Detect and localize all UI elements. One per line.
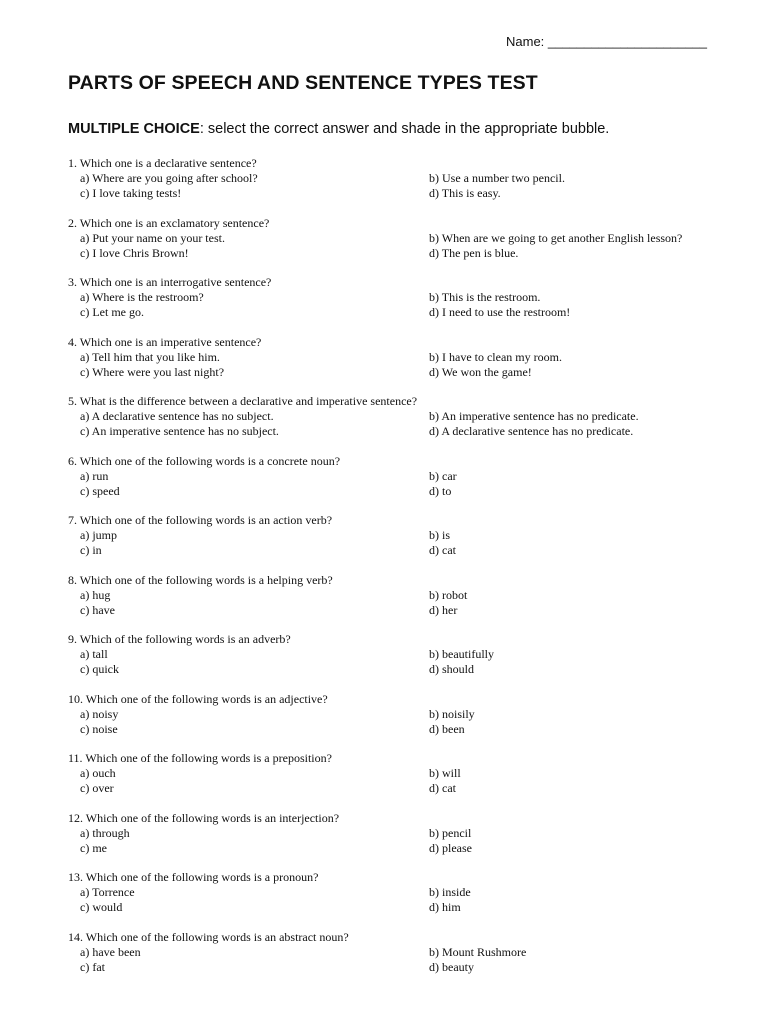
option-row [68, 603, 748, 618]
question-text: 8. Which one of the following words is a helping verb? [68, 572, 333, 587]
option-c: c) speed [80, 483, 120, 498]
question-list [68, 156, 748, 989]
option-c: c) Where were you last night? [80, 364, 225, 379]
option-a: a) jump [80, 528, 117, 542]
option-a: a) Put your name on your test. [80, 230, 225, 245]
option-row [68, 707, 748, 722]
option-row [68, 350, 748, 365]
option-row [68, 841, 748, 856]
option-c: c) I love Chris Brown! [80, 245, 189, 260]
question-2 [68, 216, 748, 276]
option-a: a) run [80, 468, 109, 483]
question-text: 2. Which one is an exclamatory sentence? [68, 215, 270, 230]
option-b: b) Mount Rushmore [429, 944, 527, 959]
option-b: b) I have to clean my room. [429, 349, 562, 364]
question-5 [68, 394, 748, 454]
option-row [68, 543, 748, 558]
question-text: 12. Which one of the following words is an interjection? [68, 810, 340, 825]
option-b: b) will [429, 766, 461, 780]
option-d: d) We won the game! [429, 364, 532, 379]
option-row [68, 960, 748, 975]
option-c: c) noise [80, 721, 118, 736]
option-a: a) Torrence [80, 885, 135, 899]
option-c: c) in [80, 543, 102, 557]
question-12 [68, 811, 748, 871]
question-text: 6. Which one of the following words is a concrete noun? [68, 453, 341, 468]
option-a: a) A declarative sentence has no subject. [80, 409, 274, 423]
option-b: b) This is the restroom. [429, 290, 541, 304]
option-a: a) Tell him that you like him. [80, 349, 220, 364]
option-row [68, 662, 748, 677]
option-d: d) A declarative sentence has no predicate. [429, 424, 634, 438]
option-row [68, 409, 748, 424]
option-d: d) I need to use the restroom! [429, 305, 571, 319]
question-text: 11. Which one of the following words is a preposition? [68, 751, 332, 765]
option-row [68, 171, 748, 186]
option-row [68, 484, 748, 499]
option-row [68, 528, 748, 543]
option-row [68, 900, 748, 915]
option-c: c) An imperative sentence has no subject. [80, 424, 279, 438]
question-text: 5. What is the difference between a declarative and imperative sentence? [68, 394, 418, 408]
question-13 [68, 870, 748, 930]
option-row [68, 781, 748, 796]
option-d: d) him [429, 900, 461, 914]
option-b: b) When are we going to get another English lesson? [429, 230, 683, 245]
option-b: b) noisily [429, 706, 475, 721]
option-d: d) should [429, 662, 474, 676]
option-row [68, 246, 748, 261]
option-d: d) been [429, 721, 465, 736]
instructions-label: MULTIPLE CHOICE [68, 121, 200, 137]
option-row [68, 231, 748, 246]
page-title: PARTS OF SPEECH AND SENTENCE TYPES TEST [68, 72, 538, 94]
option-row [68, 766, 748, 781]
option-b: b) Use a number two pencil. [429, 171, 565, 185]
option-row [68, 469, 748, 484]
question-14 [68, 930, 748, 990]
instructions [68, 121, 609, 137]
question-text: 9. Which of the following words is an adverb? [68, 632, 291, 646]
option-d: d) The pen is blue. [429, 245, 519, 260]
option-row [68, 186, 748, 201]
option-row [68, 826, 748, 841]
option-b: b) pencil [429, 825, 472, 840]
option-row [68, 365, 748, 380]
option-c: c) quick [80, 662, 119, 676]
option-a: a) tall [80, 647, 108, 661]
option-a: a) Where are you going after school? [80, 171, 258, 185]
option-b: b) inside [429, 885, 471, 899]
name-field-label: Name: ______________________ [506, 34, 707, 49]
option-row [68, 945, 748, 960]
question-text: 10. Which one of the following words is an adjective? [68, 691, 328, 706]
option-d: d) cat [429, 543, 456, 557]
option-d: d) cat [429, 781, 456, 795]
option-row [68, 424, 748, 439]
option-row [68, 885, 748, 900]
question-9 [68, 632, 748, 692]
instructions-text: : select the correct answer and shade in the appropriate bubble. [199, 121, 610, 137]
question-text: 3. Which one is an interrogative sentence? [68, 275, 272, 289]
option-b: b) An imperative sentence has no predicate. [429, 409, 639, 423]
option-d: d) beauty [429, 959, 474, 974]
option-c: c) I love taking tests! [80, 186, 182, 200]
option-d: d) her [429, 602, 458, 617]
question-text: 7. Which one of the following words is an action verb? [68, 513, 333, 527]
question-6 [68, 454, 748, 514]
option-c: c) Let me go. [80, 305, 144, 319]
option-c: c) fat [80, 959, 105, 974]
question-text: 14. Which one of the following words is an abstract noun? [68, 929, 349, 944]
option-b: b) robot [429, 587, 468, 602]
option-a: a) have been [80, 944, 141, 959]
question-10 [68, 692, 748, 752]
option-b: b) is [429, 528, 450, 542]
option-a: a) hug [80, 587, 111, 602]
option-a: a) noisy [80, 706, 119, 721]
option-a: a) Where is the restroom? [80, 290, 204, 304]
question-text: 13. Which one of the following words is a pronoun? [68, 870, 319, 884]
question-4 [68, 335, 748, 395]
question-text: 1. Which one is a declarative sentence? [68, 156, 257, 170]
option-c: c) over [80, 781, 114, 795]
option-row [68, 722, 748, 737]
option-row [68, 647, 748, 662]
question-11 [68, 751, 748, 811]
option-c: c) have [80, 602, 115, 617]
option-d: d) please [429, 840, 472, 855]
question-3 [68, 275, 748, 335]
option-row [68, 305, 748, 320]
question-7 [68, 513, 748, 573]
option-b: b) car [429, 468, 457, 483]
option-c: c) would [80, 900, 123, 914]
option-d: d) to [429, 483, 452, 498]
option-b: b) beautifully [429, 647, 494, 661]
question-1 [68, 156, 748, 216]
option-a: a) ouch [80, 766, 116, 780]
option-row [68, 588, 748, 603]
option-c: c) me [80, 840, 107, 855]
option-row [68, 290, 748, 305]
question-text: 4. Which one is an imperative sentence? [68, 334, 262, 349]
question-8 [68, 573, 748, 633]
option-a: a) through [80, 825, 130, 840]
option-d: d) This is easy. [429, 186, 501, 200]
